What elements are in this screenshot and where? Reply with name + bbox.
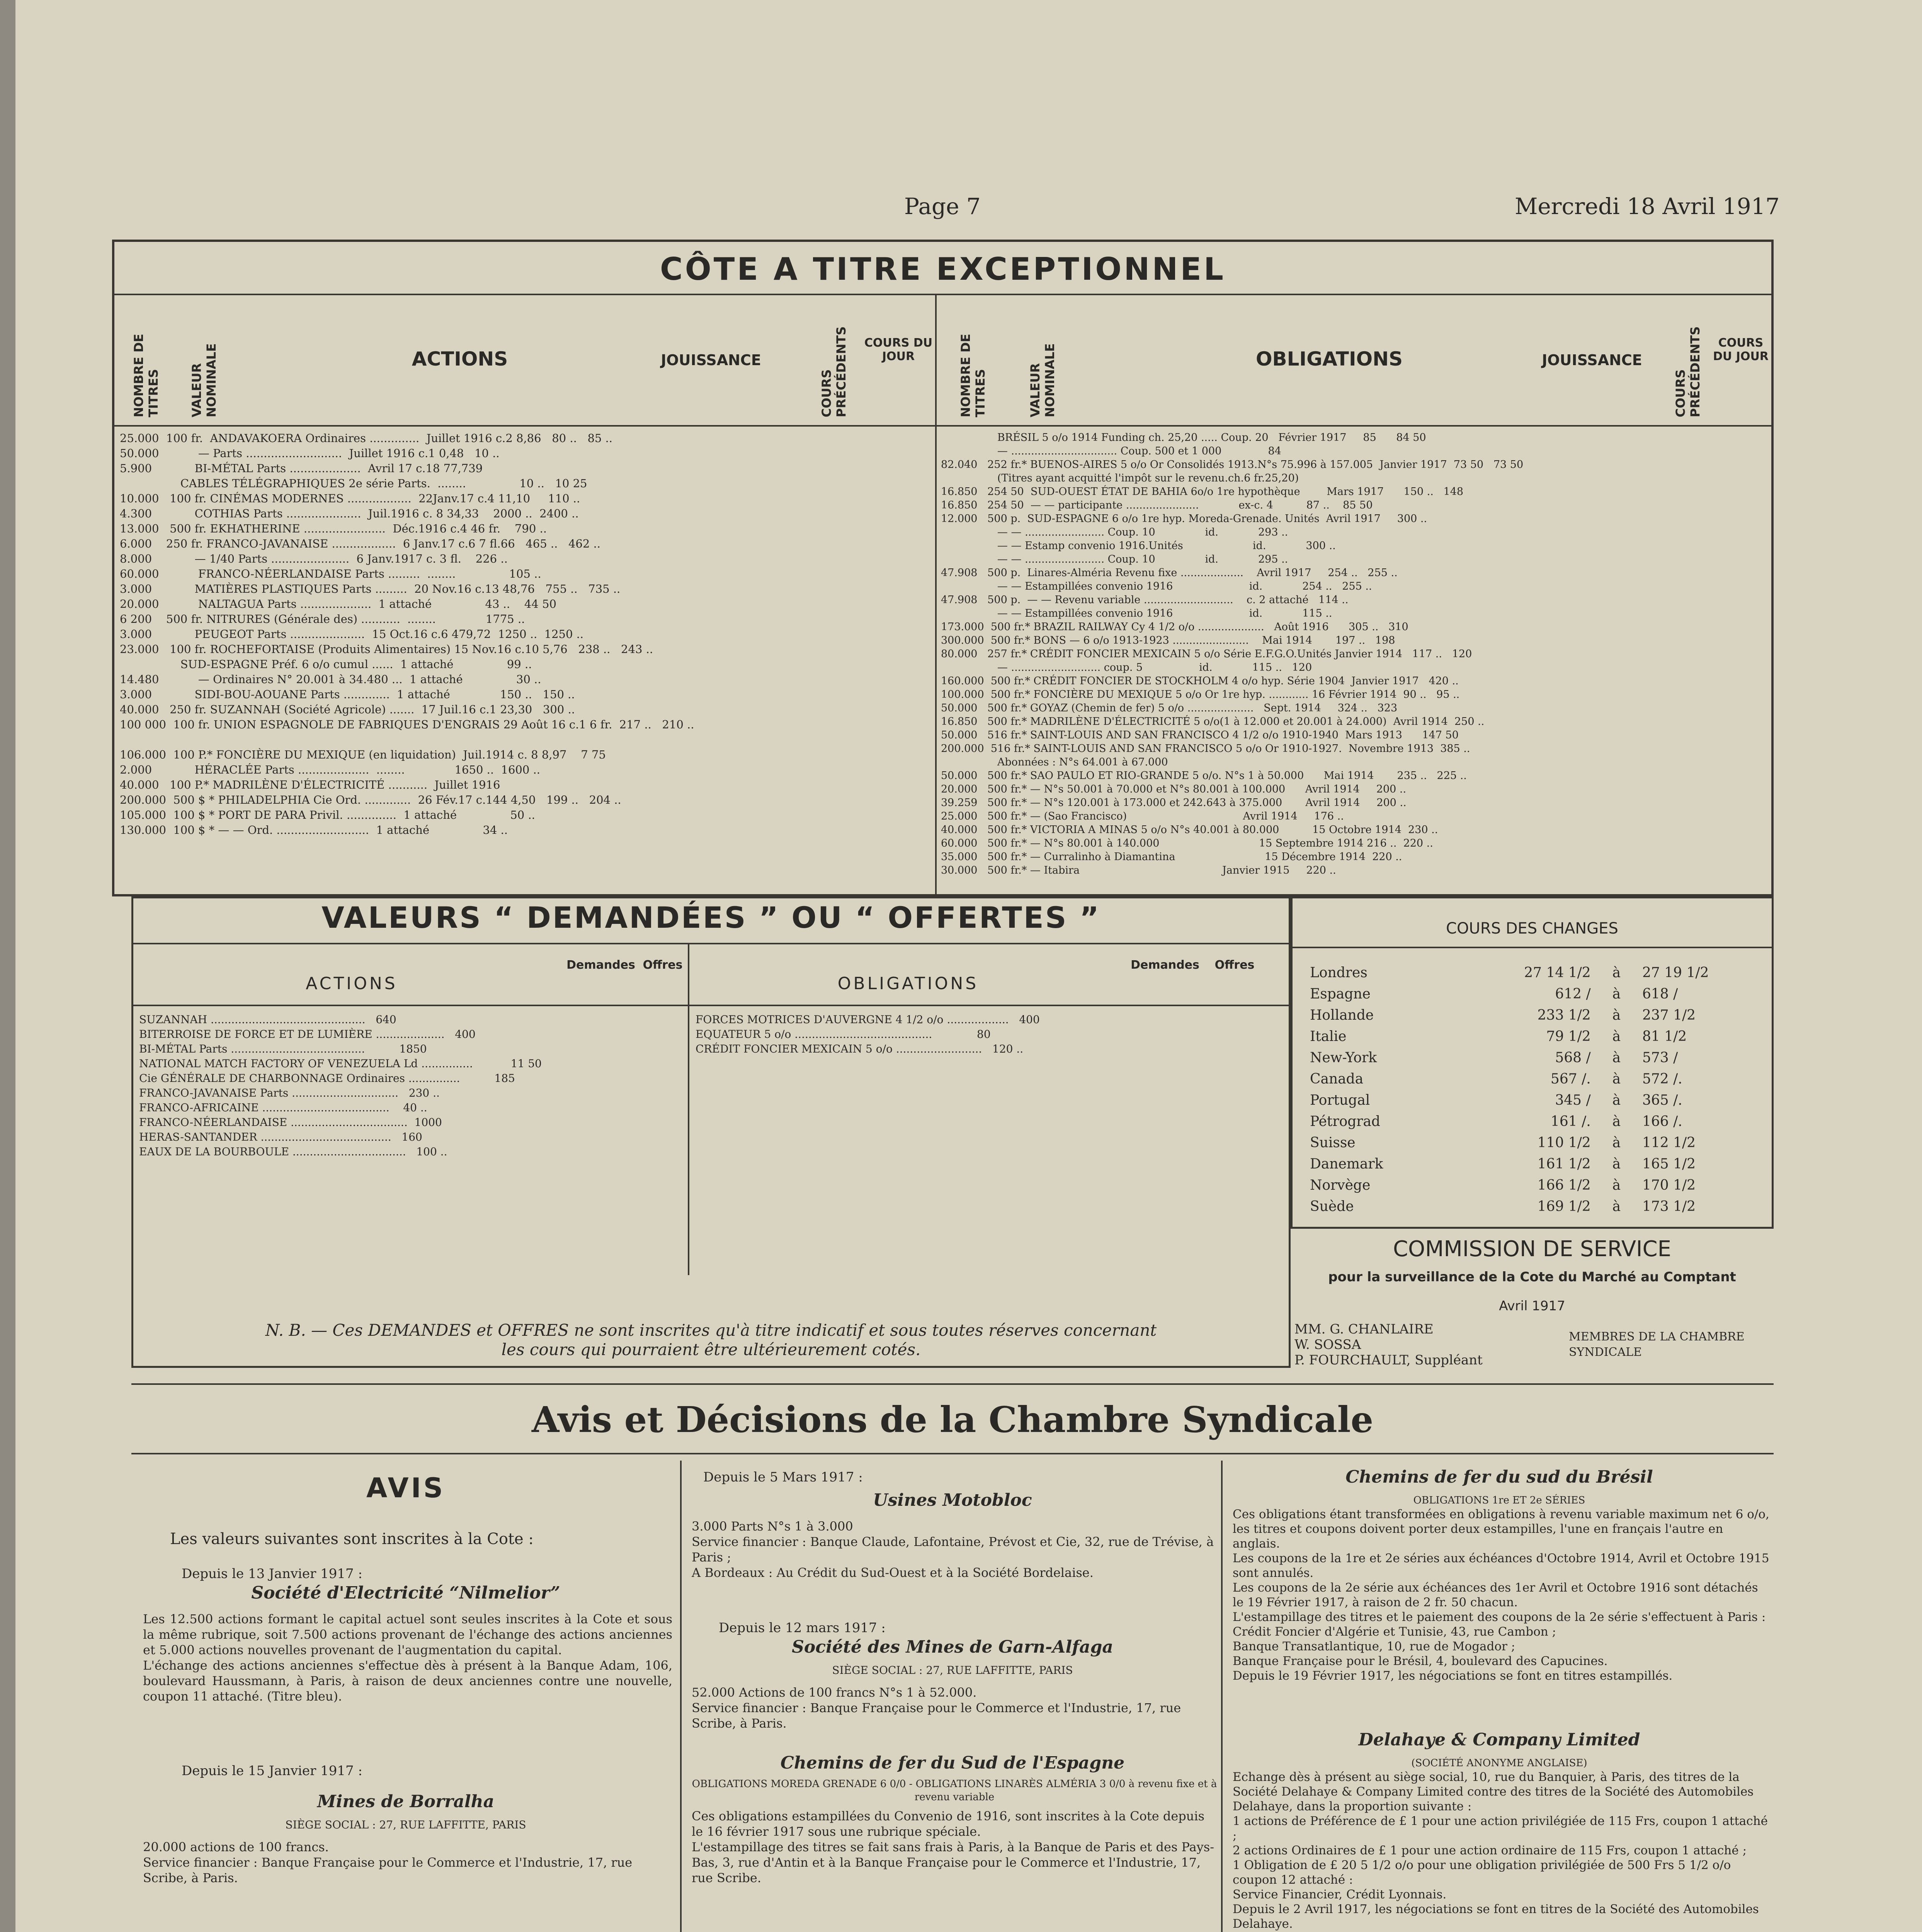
col-cours-jour: COURS DU JOUR	[864, 336, 933, 363]
exchange-row	[1310, 1005, 1758, 1026]
avis-col2-company2: Société des Mines de Garn-Alfaga	[792, 1637, 1113, 1657]
table-row: FRANCO-AFRICAINE ..................................... 40 ..	[139, 1101, 427, 1114]
avis-col1-text2: 20.000 actions de 100 francs. Service financier : Banque Française pour le Commerce et l'Industrie, 17, rue Scribe, à Paris.	[143, 1840, 633, 1885]
avis-title: Avis et Décisions de la Chambre Syndicale	[531, 1399, 1374, 1440]
avis-top-rule	[131, 1383, 1774, 1385]
table-row: 2.000 HÉRACLÉE Parts .................... ........ 1650 .. 1600 ..	[120, 763, 540, 776]
changes-table	[1310, 962, 1758, 1217]
exchange-cell: 81 1/2	[1642, 1029, 1687, 1044]
cote-mid-divider	[935, 294, 937, 896]
table-row: 50.000 — Parts ........................... Juillet 1916 c.1 0,48 10 ..	[120, 447, 500, 460]
avis-col3-company1: Chemins de fer du sud du Brésil	[1345, 1467, 1653, 1487]
exchange-cell: Italie	[1310, 1029, 1347, 1044]
avis-col2-date1: Depuis le 5 Mars 1917 :	[703, 1469, 863, 1485]
valeurs-title: VALEURS “ DEMANDÉES ” OU “ OFFERTES ”	[321, 900, 1100, 935]
exchange-cell: New-York	[1310, 1050, 1377, 1066]
exchange-cell: à	[1612, 1199, 1621, 1214]
table-row: CRÉDIT FONCIER MEXICAIN 5 o/o ......................... 120 ..	[696, 1043, 1024, 1055]
table-row: EQUATEUR 5 o/o ........................................ 80	[696, 1028, 991, 1041]
exchange-cell: à	[1612, 1092, 1621, 1108]
table-row: 50.000 500 fr.* GOYAZ (Chemin de fer) 5 o/o .................... Sept. 1914 324 .. 323	[941, 702, 1398, 714]
table-row: 300.000 500 fr.* BONS — 6 o/o 1913-1923 ....................... Mai 1914 197 .. 198	[941, 634, 1395, 646]
table-row: 6.000 250 fr. FRANCO-JAVANAISE .................. 6 Janv.17 c.6 7 fl.66 465 .. 462 ..	[120, 537, 600, 550]
col-valeur: VALEUR NOMINALE	[189, 343, 219, 417]
table-row: 100 000 100 fr. UNION ESPAGNOLE DE FABRIQUES D'ENGRAIS 29 Août 16 c.1 6 fr. 217 .. 210 ..	[120, 718, 694, 731]
exchange-cell: Canada	[1310, 1071, 1364, 1087]
exchange-cell: 166 /.	[1642, 1114, 1682, 1129]
table-row: BITERROISE DE FORCE ET DE LUMIÈRE .................... 400	[139, 1028, 476, 1041]
table-row: 20.000 NALTAGUA Parts .................... 1 attaché 43 .. 44 50	[120, 597, 556, 611]
table-row: HERAS-SANTANDER ...................................... 160	[139, 1131, 422, 1143]
avis-col2-text1: 3.000 Parts N°s 1 à 3.000 Service financier : Banque Claude, Lafontaine, Prévost et Cie, 32, rue de Trévise, à Paris ; A Bordeaux : Au Crédit du Sud-Ouest et à la Société Bordelaise.	[692, 1519, 1214, 1580]
exchange-cell: à	[1612, 1114, 1621, 1129]
col-jouissance-obl: JOUISSANCE	[1542, 352, 1642, 369]
table-row: — ........................... coup. 5 id. 115 .. 120	[941, 662, 1312, 673]
table-row: BI-MÉTAL Parts ....................................... 1850	[139, 1043, 427, 1055]
commission-month: Avril 1917	[1499, 1298, 1565, 1314]
exchange-row	[1310, 1196, 1758, 1217]
avis-col3-text2: Echange dès à présent au siège social, 10, rue du Banquier, à Paris, des titres de la Société Delahaye & Company Limited contre des titres de la Société des Automobiles Delahaye, dans la proportion suivante : 1 actions de Préférence de £ 1 pour une action privilégiée de 115 Frs, coupon 1 attaché ; 2 actions Ordinaires de £ 1 pour une action ordinaire de 115 Frs, coupon 1 attaché ; 1 Obligation de £ 20 5 1/2 o/o pour une obligation privilégiée de 500 Frs 5 1/2 o/o coupon 12 attaché : Service Financier, Crédit Lyonnais. Depuis le 2 Avril 1917, les négociations se font en titres de la Société des Automobiles Delahaye.	[1233, 1770, 1768, 1931]
exchange-row	[1310, 1175, 1758, 1196]
table-row: 30.000 500 fr.* — Itabira Janvier 1915 220 ..	[941, 864, 1336, 876]
table-row: 100.000 500 fr.* FONCIÈRE DU MEXIQUE 5 o/o Or 1re hyp. ............ 16 Février 1914 90 .. 95 ..	[941, 689, 1460, 701]
avis-col1-text1: Les 12.500 actions formant le capital actuel sont seules inscrites à la Cote et sous la même rubrique, soit 7.500 actions provenant de l'échange des actions anciennes et 5.000 actions nouvelles provenant de l'augmentation du capital. L'échange des actions anciennes s'effectue dès à présent à la Banque Adam, 106, boulevard Haussmann, à Paris, à raison de deux anciennes contre une nouvelle, coupon 11 attaché. (Titre bleu).	[143, 1612, 672, 1704]
exchange-cell: à	[1612, 1007, 1621, 1023]
table-row: 3.000 MATIÈRES PLASTIQUES Parts ......... 20 Nov.16 c.13 48,76 755 .. 735 ..	[120, 582, 621, 595]
table-row: EAUX DE LA BOURBOULE ................................. 100 ..	[139, 1145, 447, 1158]
exchange-cell: 27 14 1/2	[1524, 965, 1591, 981]
exchange-cell: 618 /	[1642, 986, 1678, 1002]
exchange-row	[1310, 1132, 1758, 1153]
valeurs-obligations-table	[696, 1012, 1287, 1056]
exchange-cell: à	[1612, 1156, 1621, 1172]
commission-members-label: MEMBRES DE LA CHAMBRE SYNDICALE	[1569, 1330, 1745, 1359]
col-jouissance: JOUISSANCE	[661, 352, 761, 369]
valeurs-note-2: les cours qui pourraient être ultérieurement cotés.	[501, 1340, 921, 1359]
table-row: — ................................ Coup. 500 et 1 000 84	[941, 445, 1281, 457]
avis-col2-company2-seat: SIÈGE SOCIAL : 27, RUE LAFFITTE, PARIS	[832, 1664, 1073, 1677]
exchange-cell: 161 1/2	[1537, 1156, 1591, 1172]
avis-col2-text2: 52.000 Actions de 100 francs N°s 1 à 52.000. Service financier : Banque Française pour le Commerce et l'Industrie, 17, rue Scribe, à Paris.	[692, 1685, 1181, 1731]
exchange-cell: 27 19 1/2	[1642, 965, 1709, 981]
table-row: — — Estamp convenio 1916.Unités id. 300 ..	[941, 540, 1336, 552]
commission-members: MM. G. CHANLAIRE W. SOSSA P. FOURCHAULT, Suppléant	[1294, 1321, 1483, 1368]
exchange-row	[1310, 1026, 1758, 1047]
page-date: Mercredi 18 Avril 1917	[1515, 193, 1780, 219]
valeurs-actions-table	[139, 1012, 684, 1159]
table-row: 10.000 100 fr. CINÉMAS MODERNES .................. 22Janv.17 c.4 11,10 110 ..	[120, 492, 580, 505]
exchange-row	[1310, 1153, 1758, 1175]
avis-col1-company2-seat: SIÈGE SOCIAL : 27, RUE LAFFITTE, PARIS	[285, 1818, 526, 1831]
table-row: 50.000 500 fr.* SAO PAULO ET RIO-GRANDE 5 o/o. N°s 1 à 50.000 Mai 1914 235 .. 225 ..	[941, 770, 1467, 782]
exchange-cell: Londres	[1310, 965, 1368, 981]
table-row: 12.000 500 p. SUD-ESPAGNE 6 o/o 1re hyp. Moreda-Grenade. Unités Avril 1917 300 ..	[941, 513, 1427, 525]
valeurs-obligations-label: OBLIGATIONS	[837, 974, 979, 993]
avis-col1-date2: Depuis le 15 Janvier 1917 :	[182, 1763, 362, 1779]
exchange-cell: 161 /.	[1550, 1114, 1591, 1129]
table-row: 47.908 500 p. — — Revenu variable ........................... c. 2 attaché 114 ..	[941, 594, 1349, 606]
table-row: 40.000 100 P.* MADRILÈNE D'ÉLECTRICITÉ ........... Juillet 1916	[120, 778, 500, 791]
exchange-row	[1310, 1090, 1758, 1111]
avis-divider-2	[1221, 1461, 1223, 1932]
table-row: 3.000 SIDI-BOU-AOUANE Parts ............. 1 attaché 150 .. 150 ..	[120, 688, 575, 701]
table-row: 3.000 PEUGEOT Parts ..................... 15 Oct.16 c.6 479,72 1250 .. 1250 ..	[120, 628, 584, 641]
valeurs-offres-a: Offres	[643, 958, 683, 972]
exchange-cell: 568 /	[1555, 1050, 1591, 1066]
avis-col1-company1: Société d'Electricité “Nilmelior”	[251, 1583, 560, 1603]
table-row: 160.000 500 fr.* CRÉDIT FONCIER DE STOCKHOLM 4 o/o hyp. Série 1904 Janvier 1917 420 ..	[941, 675, 1459, 687]
binding-edge	[0, 0, 15, 1932]
newspaper-page	[15, 0, 1922, 1932]
table-row: 20.000 500 fr.* — N°s 50.001 à 70.000 et N°s 80.001 à 100.000 Avril 1914 200 ..	[941, 783, 1407, 795]
avis-col3-company2: Delahaye & Company Limited	[1358, 1730, 1640, 1750]
avis-col2-company3: Chemins de fer du Sud de l'Espagne	[780, 1753, 1125, 1773]
col-actions: ACTIONS	[412, 348, 508, 370]
table-row: SUD-ESPAGNE Préf. 6 o/o cumul ...... 1 attaché 99 ..	[120, 658, 532, 671]
changes-title: COURS DES CHANGES	[1446, 920, 1618, 937]
exchange-cell: 170 1/2	[1642, 1177, 1696, 1193]
table-row: 5.900 BI-MÉTAL Parts .................... Avril 17 c.18 77,739	[120, 462, 483, 475]
exchange-cell: 233 1/2	[1537, 1007, 1591, 1023]
exchange-cell: 567 /.	[1550, 1071, 1591, 1087]
avis-col2-company3-sub: OBLIGATIONS MOREDA GRENADE 6 0/0 - OBLIGATIONS LINARÈS ALMÉRIA 3 0/0 à revenu fixe et à revenu variable	[692, 1778, 1217, 1803]
table-row: 4.300 COTHIAS Parts ..................... Juil.1916 c. 8 34,33 2000 .. 2400 ..	[120, 507, 579, 520]
table-row: 23.000 100 fr. ROCHEFORTAISE (Produits Alimentaires) 15 Nov.16 c.10 5,76 238 .. 243 ..	[120, 643, 653, 656]
table-row: NATIONAL MATCH FACTORY OF VENEZUELA Ld ............... 11 50	[139, 1057, 542, 1070]
exchange-row	[1310, 983, 1758, 1005]
table-row: 25.000 500 fr.* — (Sao Francisco) Avril 1914 176 ..	[941, 810, 1344, 822]
table-row: 16.850 254 50 SUD-OUEST ÉTAT DE BAHIA 6o/o 1re hypothèque Mars 1917 150 .. 148	[941, 486, 1464, 498]
table-row: Abonnées : N°s 64.001 à 67.000	[941, 756, 1168, 768]
table-row: 200.000 516 fr.* SAINT-LOUIS AND SAN FRANCISCO 5 o/o Or 1910-1927. Novembre 1913 385 ..	[941, 743, 1470, 755]
table-row: FORCES MOTRICES D'AUVERGNE 4 1/2 o/o .................. 400	[696, 1013, 1040, 1026]
col-cours-jour-obl: COURS DU JOUR	[1713, 336, 1769, 363]
valeurs-note-1: N. B. — Ces DEMANDES et OFFRES ne sont inscrites qu'à titre indicatif et sous toutes réserves concernant	[265, 1321, 1157, 1340]
exchange-cell: 169 1/2	[1537, 1199, 1591, 1214]
table-row: 16.850 254 50 — — participante ...................... ex-c. 4 87 .. 85 50	[941, 499, 1373, 511]
table-row: 80.000 257 fr.* CRÉDIT FONCIER MEXICAIN 5 o/o Série E.F.G.O.Unités Janvier 1914 117 .. 120	[941, 648, 1472, 660]
table-row: FRANCO-NÉERLANDAISE .................................. 1000	[139, 1116, 442, 1129]
table-row: — — ........................ Coup. 10 id. 293 ..	[941, 526, 1288, 538]
exchange-row	[1310, 1111, 1758, 1132]
exchange-cell: 165 1/2	[1642, 1156, 1696, 1172]
avis-title-rule	[131, 1453, 1774, 1454]
avis-col1-heading: AVIS	[366, 1472, 446, 1504]
avis-col2-date2: Depuis le 12 mars 1917 :	[719, 1620, 886, 1636]
col-cours-prec: COURS PRÉCÉDENTS	[819, 326, 849, 417]
table-row: 6 200 500 fr. NITRURES (Générale des) ........... ........ 1775 ..	[120, 612, 525, 626]
table-row: 8.000 — 1/40 Parts ...................... 6 Janv.1917 c. 3 fl. 226 ..	[120, 552, 508, 565]
table-row: 14.480 — Ordinaires N° 20.001 à 34.480 ... 1 attaché 30 ..	[120, 673, 541, 686]
avis-col3-text1: Ces obligations étant transformées en obligations à revenu variable maximum net 6 o/o, les titres et coupons doivent porter deux estampilles, l'une en français l'autre en anglais. Les coupons de la 1re et 2e séries aux échéances d'Octobre 1914, Avril et Octobre 1915 sont annulés. Les coupons de la 2e série aux échéances des 1er Avril et Octobre 1916 sont détachés le 19 Février 1917, à raison de 2 fr. 50 chacun. L'estampillage des titres et le paiement des coupons de la 2e série s'effectuent à Paris : Crédit Foncier d'Algérie et Tunisie, 43, rue Cambon ; Banque Transatlantique, 10, rue de Mogador ; Banque Française pour le Brésil, 4, boulevard des Capucines. Depuis le 19 Février 1917, les négociations se font en titres estampillés.	[1233, 1507, 1769, 1683]
exchange-cell: 79 1/2	[1546, 1029, 1591, 1044]
valeurs-offres-o: Offres	[1214, 958, 1255, 972]
table-row: 106.000 100 P.* FONCIÈRE DU MEXIQUE (en liquidation) Juil.1914 c. 8 8,97 7 75	[120, 748, 606, 761]
table-row: 35.000 500 fr.* — Curralinho à Diamantina 15 Décembre 1914 220 ..	[941, 851, 1402, 863]
table-row: BRÉSIL 5 o/o 1914 Funding ch. 25,20 ..... Coup. 20 Février 1917 85 84 50	[941, 432, 1426, 444]
table-row: — — Estampillées convenio 1916 id. 254 .. 255 ..	[941, 580, 1372, 592]
exchange-cell: Suisse	[1310, 1135, 1356, 1151]
exchange-cell: 612 /	[1555, 986, 1591, 1002]
valeurs-actions-label: ACTIONS	[306, 974, 398, 993]
cote-actions-table	[120, 431, 931, 838]
exchange-cell: Suède	[1310, 1199, 1354, 1214]
valeurs-header-rule	[131, 1005, 1291, 1006]
table-row: — — Estampillées convenio 1916 id. 115 ..	[941, 607, 1332, 619]
commission-title: COMMISSION DE SERVICE	[1393, 1236, 1672, 1262]
table-row: Cie GÉNÉRALE DE CHARBONNAGE Ordinaires ............... 185	[139, 1072, 515, 1085]
exchange-cell: à	[1612, 1135, 1621, 1151]
table-row: 50.000 516 fr.* SAINT-LOUIS AND SAN FRANCISCO 4 1/2 o/o 1910-1940 Mars 1913 147 50	[941, 729, 1459, 741]
exchange-cell: à	[1612, 1177, 1621, 1193]
avis-col3-company1-sub: OBLIGATIONS 1re ET 2e SÉRIES	[1413, 1495, 1585, 1506]
table-row: 105.000 100 $ * PORT DE PARA Privil. .............. 1 attaché 50 ..	[120, 808, 535, 821]
table-row: 130.000 100 $ * — — Ord. .......................... 1 attaché 34 ..	[120, 823, 508, 837]
changes-title-rule	[1291, 947, 1774, 948]
table-row: 25.000 100 fr. ANDAVAKOERA Ordinaires .............. Juillet 1916 c.2 8,86 80 .. 85 ..	[120, 432, 612, 445]
exchange-cell: à	[1612, 1029, 1621, 1044]
exchange-cell: à	[1612, 1071, 1621, 1087]
avis-col1-intro: Les valeurs suivantes sont inscrites à la Cote :	[170, 1530, 534, 1548]
exchange-cell: Norvège	[1310, 1177, 1371, 1193]
exchange-cell: Hollande	[1310, 1007, 1374, 1023]
table-row: CABLES TÉLÉGRAPHIQUES 2e série Parts. ........ 10 .. 10 25	[120, 477, 587, 490]
table-row: 60.000 500 fr.* — N°s 80.001 à 140.000 15 Septembre 1914 216 .. 220 ..	[941, 837, 1433, 849]
table-row: 39.259 500 fr.* — N°s 120.001 à 173.000 et 242.643 à 375.000 Avril 1914 200 ..	[941, 797, 1407, 809]
cote-title: CÔTE A TITRE EXCEPTIONNEL	[660, 251, 1226, 287]
exchange-row	[1310, 962, 1758, 983]
valeurs-title-rule	[131, 943, 1291, 944]
table-row: (Titres ayant acquitté l'impôt sur le revenu.ch.6 fr.25,20)	[941, 472, 1299, 484]
col-nombre-obl: NOMBRE DE TITRES	[958, 333, 988, 417]
table-row: 200.000 500 $ * PHILADELPHIA Cie Ord. ............. 26 Fév.17 c.144 4,50 199 .. 204 ..	[120, 793, 621, 806]
exchange-cell: à	[1612, 986, 1621, 1002]
exchange-cell: 572 /.	[1642, 1071, 1682, 1087]
cote-obligations-table	[941, 431, 1772, 877]
page-number: Page 7	[904, 193, 981, 219]
exchange-cell: Danemark	[1310, 1156, 1383, 1172]
avis-divider-1	[680, 1461, 682, 1932]
cote-title-rule	[112, 294, 1774, 295]
exchange-cell: 166 1/2	[1537, 1177, 1591, 1193]
exchange-cell: 365 /.	[1642, 1092, 1682, 1108]
col-cours-prec-obl: COURS PRÉCÉDENTS	[1673, 326, 1703, 417]
table-row: — — ........................ Coup. 10 id. 295 ..	[941, 553, 1288, 565]
exchange-row	[1310, 1047, 1758, 1068]
exchange-cell: Espagne	[1310, 986, 1371, 1002]
col-valeur-obl: VALEUR NOMINALE	[1028, 343, 1057, 417]
table-row: 60.000 FRANCO-NÉERLANDAISE Parts ......... ........ 105 ..	[120, 567, 541, 580]
table-row: 47.908 500 p. Linares-Alméria Revenu fixe ................... Avril 1917 254 .. 255 ..	[941, 567, 1398, 579]
table-row: 82.040 252 fr.* BUENOS-AIRES 5 o/o Or Consolidés 1913.N°s 75.996 à 157.005 Janvier 1917 73 50 73 50	[941, 459, 1524, 471]
table-row: 40.000 500 fr.* VICTORIA A MINAS 5 o/o N°s 40.001 à 80.000 15 Octobre 1914 230 ..	[941, 824, 1438, 836]
exchange-cell: Pétrograd	[1310, 1114, 1381, 1129]
table-row: 40.000 250 fr. SUZANNAH (Société Agricole) ....... 17 Juil.16 c.1 23,30 300 ..	[120, 703, 575, 716]
exchange-cell: 573 /	[1642, 1050, 1678, 1066]
cote-header-rule	[112, 425, 1774, 427]
col-obligations: OBLIGATIONS	[1255, 348, 1403, 370]
exchange-cell: 173 1/2	[1642, 1199, 1696, 1214]
exchange-cell: à	[1612, 1050, 1621, 1066]
table-row	[120, 732, 931, 747]
valeurs-mid-divider	[688, 943, 689, 1275]
exchange-cell: 112 1/2	[1642, 1135, 1696, 1151]
avis-col2-text3: Ces obligations estampillées du Convenio de 1916, sont inscrites à la Cote depuis le 16 février 1917 sous une rubrique spéciale. L'estampillage des titres se fait sans frais à Paris, à la Banque de Paris et des Pays-Bas, 3, rue d'Antin et à la Banque Française pour le Commerce et l'Industrie, 17, rue Scribe.	[692, 1809, 1214, 1885]
valeurs-demandes-a: Demandes	[566, 958, 635, 972]
exchange-cell: Portugal	[1310, 1092, 1370, 1108]
table-row: 16.850 500 fr.* MADRILÈNE D'ÉLECTRICITÉ 5 o/o(1 à 12.000 et 20.001 à 24.000) Avril 1914 250 ..	[941, 716, 1485, 728]
exchange-row	[1310, 1068, 1758, 1090]
exchange-cell: 110 1/2	[1537, 1135, 1591, 1151]
avis-col2-company1: Usines Motobloc	[873, 1490, 1032, 1510]
col-nombre: NOMBRE DE TITRES	[131, 333, 161, 417]
table-row: SUZANNAH ............................................. 640	[139, 1013, 396, 1026]
exchange-cell: à	[1612, 965, 1621, 981]
table-row: 173.000 500 fr.* BRAZIL RAILWAY Cy 4 1/2 o/o .................... Août 1916 305 .. 310	[941, 621, 1408, 633]
valeurs-demandes-o: Demandes	[1131, 958, 1199, 972]
avis-col3-company2-sub: (SOCIÉTÉ ANONYME ANGLAISE)	[1411, 1757, 1587, 1769]
commission-subtitle: pour la surveillance de la Cote du Marché au Comptant	[1328, 1269, 1736, 1285]
avis-col1-company2: Mines de Borralha	[317, 1792, 495, 1811]
table-row: 13.000 500 fr. EKHATHERINE ....................... Déc.1916 c.4 46 fr. 790 ..	[120, 522, 547, 535]
exchange-cell: 237 1/2	[1642, 1007, 1696, 1023]
table-row: FRANCO-JAVANAISE Parts ............................... 230 ..	[139, 1087, 440, 1099]
avis-col1-date1: Depuis le 13 Janvier 1917 :	[182, 1566, 362, 1582]
exchange-cell: 345 /	[1555, 1092, 1591, 1108]
